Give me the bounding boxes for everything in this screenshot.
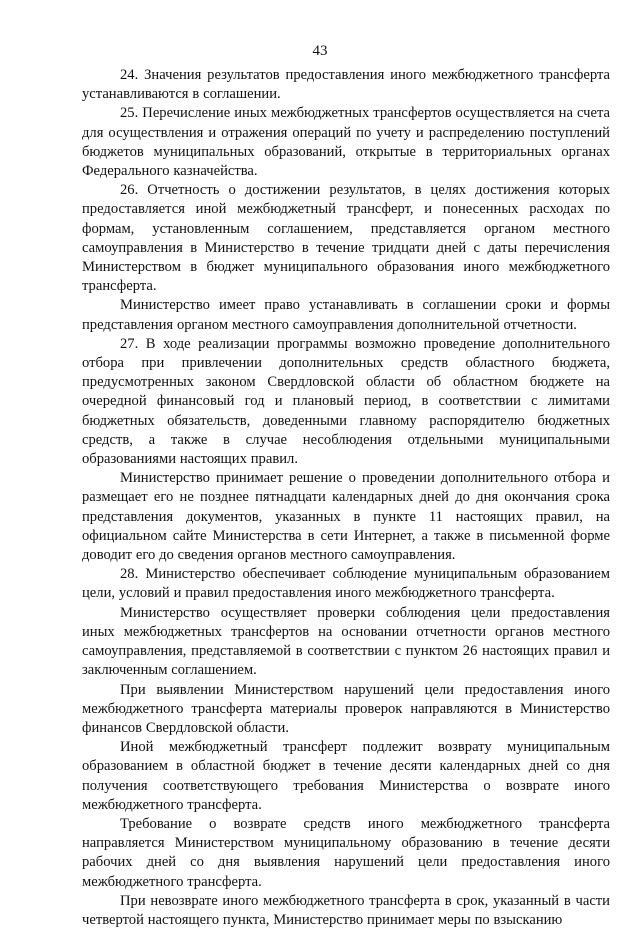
paragraph-24: 24. Значения результатов предоставления иного межбюджетного трансферта устанавливаются в соглашении. xyxy=(82,67,610,103)
paragraph-26: 26. Отчетность о достижении результатов, в целях достижения которых предоставляется иной межбюджетный трансферт, и понесенных расходах по формам, установленным соглашением, представляется органом местного самоуправления в Министерство в течение тридцати дней с даты перечисления Министерством в бюджет муниципального образования иного межбюджетного трансферта. xyxy=(82,182,610,295)
paragraph-28-refund: Иной межбюджетный трансферт подлежит возврату муниципальным образованием в областной бюджет в течение десяти календарных дней со дня получения соответствующего требования Министерства о возврате иного межбюджетного трансферта. xyxy=(82,739,610,813)
paragraph-28-refund-request: Требование о возврате средств иного межбюджетного трансферта направляется Министерством муниципальному образованию в течение десяти рабочих дней со дня выявления нарушений цели предоставления иного межбюджетного трансферта. xyxy=(82,815,610,890)
paragraph-28-inspections: Министерство осуществляет проверки соблюдения цели предоставления иных межбюджетных трансфертов на основании отчетности органов местного самоуправления, представляемой в соответствии с пунктом 26 настоящих правил и заключенным соглашением. xyxy=(82,604,610,679)
paragraph-28-recovery: При невозврате иного межбюджетного трансферта в срок, указанный в части четвертой настоящего пункта, Министерство принимает меры по взысканию xyxy=(82,892,610,928)
document-body xyxy=(82,66,610,930)
paragraph-28-violations: При выявлении Министерством нарушений цели предоставления иного межбюджетного трансферта материалы проверок направляются в Министерство финансов Свердловской области. xyxy=(82,681,610,736)
paragraph-25: 25. Перечисление иных межбюджетных трансфертов осуществляется на счета для осуществления и отражения операций по учету и распределению поступлений бюджетов муниципальных образований, открытые в территориальных органах Федерального казначейства. xyxy=(82,105,610,180)
page-number: 43 xyxy=(312,43,328,59)
paragraph-26-additional-reporting: Министерство имеет право устанавливать в соглашении сроки и формы представления органом местного самоуправления дополнительной отчетности. xyxy=(82,297,610,333)
paragraph-27-decision: Министерство принимает решение о проведении дополнительного отбора и размещает его не позднее пятнадцати календарных дней до дня окончания срока представления документов, указанных в пункте 11 настоящих правил, на официальном сайте Министерства в сети Интернет, а также в письменной форме доводит его до сведения органов местного самоуправления. xyxy=(82,470,610,564)
paragraph-28: 28. Министерство обеспечивает соблюдение муниципальным образованием цели, условий и правил предоставления иного межбюджетного трансферта. xyxy=(82,566,610,602)
paragraph-27: 27. В ходе реализации программы возможно проведение дополнительного отбора при привлечении дополнительных средств областного бюджета, предусмотренных законом Свердловской области об областном бюджете на очередной финансовый год и плановый период, в соответствии с лимитами бюджетных обязательств, доведенными главному распорядителю бюджетных средств, а также в случае несоблюдения отдельными муниципальными образованиями настоящих правил. xyxy=(82,335,610,468)
